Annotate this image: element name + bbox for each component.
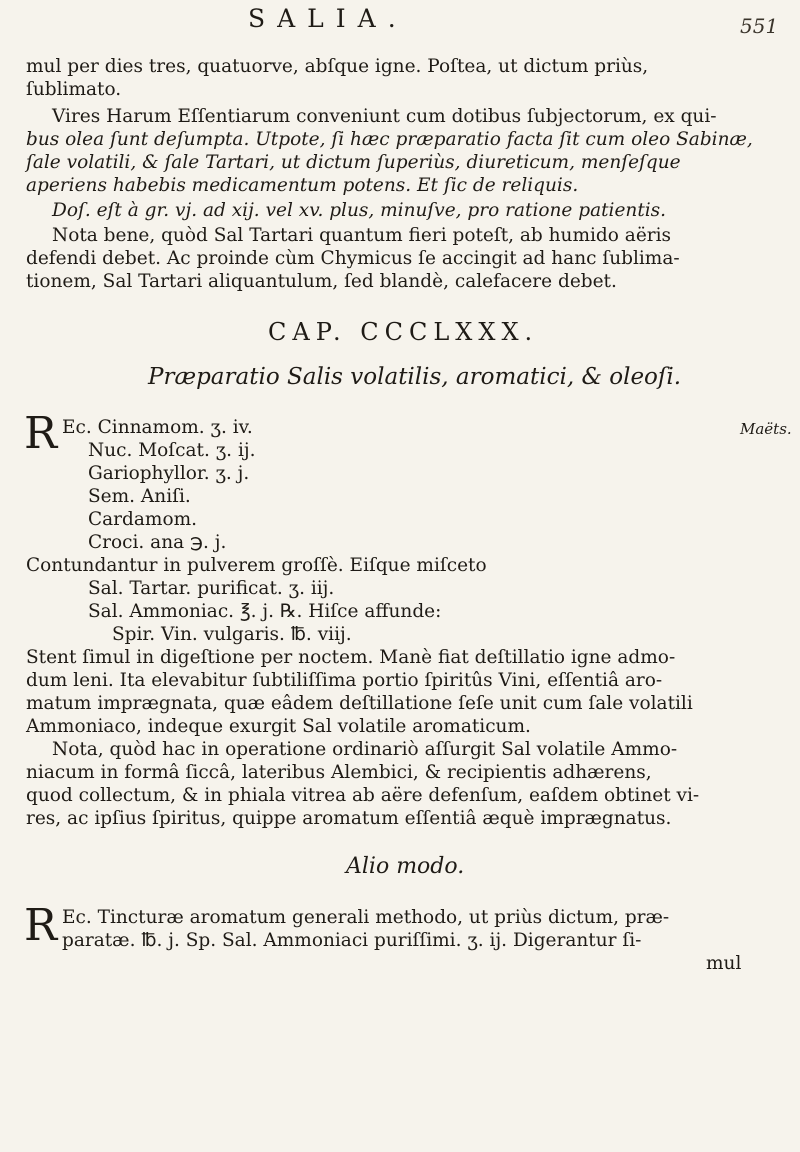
page-number: 551 [740,14,779,38]
nota-line: defendi debet. Ac proinde cùm Chymicus ſe accingit ad hanc ſublima- [26,248,680,269]
stent-line: Ammoniaco, indeque exurgit Sal volatile aromaticum. [26,716,531,737]
recipe-item: Croci. ana ℈. j. [88,532,227,553]
alio-line: paratæ. ℔. j. Sp. Sal. Ammoniaci puriſſimi. ʒ. ij. Digerantur ſi- [62,930,642,951]
alio-heading: Alio modo. [346,854,465,879]
text-line: ſublimato. [26,79,122,100]
virtues-line: Vires Harum Eſſentiarum conveniunt cum dotibus ſubjectorum, ex qui- [52,106,717,127]
catchword: mul [706,953,742,974]
virtues-line: aperiens habebis medicamentum potens. Et ſic de reliquis. [26,175,579,196]
nota2-line: niacum in formâ ſiccâ, lateribus Alembici, & recipientis adhærens, [26,762,652,783]
chapter-heading: CAP. CCCLXXX. [268,318,539,346]
margin-note: Maëts. [740,420,792,438]
recipe-item: Cardamom. [88,509,198,530]
stent-line: matum imprægnata, quæ eâdem deſtillatione ſeſe unit cum ſale volatili [26,693,693,714]
recipe-item: Sem. Aniſi. [88,486,191,507]
alio-line: Ec. Tincturæ aromatum generali methodo, ut priùs dictum, præ- [62,907,670,928]
nota2-line: res, ac ipſius ſpiritus, quippe aromatum eſſentiâ æquè imprægnatus. [26,808,672,829]
stent-line: Stent ſimul in digeſtione per noctem. Manè fiat deſtillatio igne admo- [26,647,676,668]
chapter-title: Præparatio Salis volatilis, aromatici, & oleoſi. [148,364,682,390]
drop-cap: R [24,900,58,951]
drop-cap: R [24,408,58,459]
virtues-line: ſale volatili, & ſale Tartari, ut dictum ſuperiùs, diureticum, menſeſque [26,152,681,173]
recipe-item: Gariophyllor. ʒ. j. [88,463,250,484]
virtues-line: bus olea ſunt deſumpta. Utpote, ſi hæc præparatio facta ſit cum oleo Sabinæ, [26,129,753,150]
contund-line: Spir. Vin. vulgaris. ℔. viij. [112,624,352,645]
dose-line: Doſ. eſt à gr. vj. ad xij. vel xv. plus, minuſve, pro ratione patientis. [52,200,667,221]
nota-line: tionem, Sal Tartari aliquantulum, ſed blandè, calefacere debet. [26,271,617,292]
recipe-item: Nuc. Moſcat. ʒ. ij. [88,440,256,461]
contund-line: Sal. Ammoniac. ℥. j. ℞. Hiſce affunde: [88,601,442,622]
contund-line: Contundantur in pulverem groſſè. Eiſque miſceto [26,555,487,576]
contund-line: Sal. Tartar. purificat. ʒ. iij. [88,578,335,599]
text-line: mul per dies tres, quatuorve, abſque igne. Poſtea, ut dictum priùs, [26,56,649,77]
running-title: SALIA. [248,4,408,33]
nota-line: Nota bene, quòd Sal Tartari quantum fieri poteſt, ab humido aëris [52,225,672,246]
stent-line: dum leni. Ita elevabitur ſubtiliſſima portio ſpiritûs Vini, eſſentiâ aro- [26,670,663,691]
recipe-item: Ec. Cinnamom. ʒ. iv. [62,417,253,438]
nota2-line: quod collectum, & in phiala vitrea ab aëre defenſum, eaſdem obtinet vi- [26,785,700,806]
nota2-line: Nota, quòd hac in operatione ordinariò aſſurgit Sal volatile Ammo- [52,739,678,760]
